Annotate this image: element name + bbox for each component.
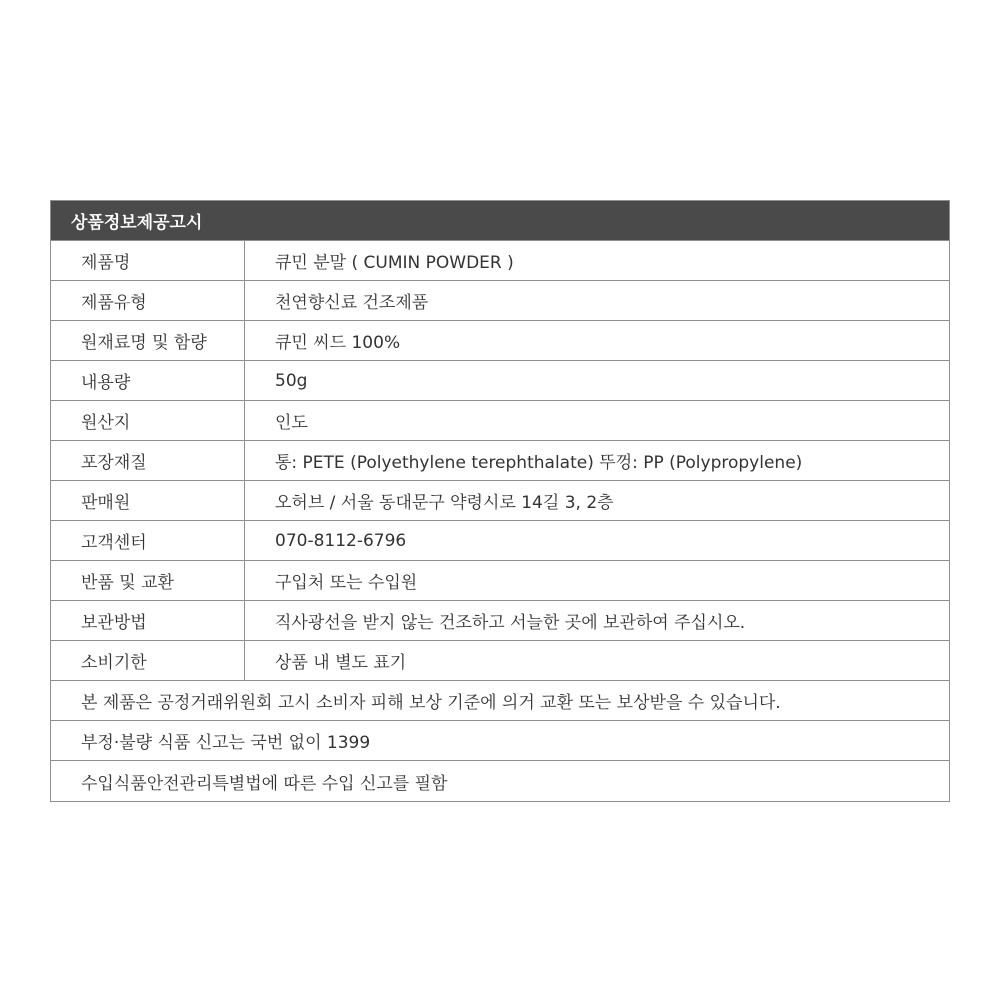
table-row <box>51 401 949 441</box>
row-value: 큐민 씨드 100% <box>275 333 401 353</box>
note-row <box>51 761 949 801</box>
note-text: 수입식품안전관리특별법에 따른 수입 신고를 필함 <box>81 773 448 794</box>
row-value: 인도 <box>275 413 308 433</box>
row-label: 반품 및 교환 <box>51 561 245 600</box>
table-row <box>51 601 949 641</box>
row-label: 소비기한 <box>51 641 245 680</box>
row-value: 상품 내 별도 표기 <box>275 653 407 673</box>
table-row <box>51 561 949 601</box>
table-row <box>51 361 949 401</box>
row-value: 오허브 / 서울 동대문구 약령시로 14길 3, 2층 <box>275 493 614 513</box>
table-row <box>51 241 949 281</box>
row-value: 천연향신료 건조제품 <box>275 293 429 313</box>
row-value: 통: PETE (Polyethylene terephthalate) 뚜껑: PP (Polypropylene) <box>275 453 803 473</box>
row-label: 내용량 <box>51 361 245 400</box>
row-label: 원산지 <box>51 401 245 440</box>
table-row <box>51 641 949 681</box>
table-row <box>51 281 949 321</box>
row-label: 보관방법 <box>51 601 245 640</box>
row-label: 제품명 <box>51 241 245 280</box>
table-row <box>51 321 949 361</box>
row-value: 070-8112-6796 <box>275 530 407 551</box>
row-label: 고객센터 <box>51 521 245 560</box>
row-label: 원재료명 및 함량 <box>51 321 245 360</box>
note-text: 본 제품은 공정거래위원회 고시 소비자 피해 보상 기준에 의거 교환 또는 보상받을 수 있습니다. <box>81 693 781 713</box>
row-value: 큐민 분말 ( CUMIN POWDER ) <box>275 253 514 273</box>
table-row <box>51 481 949 521</box>
table-title: 상품정보제공고시 <box>51 201 949 241</box>
row-value: 50g <box>275 370 308 391</box>
table-row <box>51 441 949 481</box>
table-row <box>51 521 949 561</box>
row-label: 제품유형 <box>51 281 245 320</box>
product-info-table <box>50 200 950 802</box>
row-label: 판매원 <box>51 481 245 520</box>
note-row <box>51 721 949 761</box>
row-value: 직사광선을 받지 않는 건조하고 서늘한 곳에 보관하여 주십시오. <box>275 613 746 633</box>
note-row <box>51 681 949 721</box>
row-label: 포장재질 <box>51 441 245 480</box>
note-text: 부정·불량 식품 신고는 국번 없이 1399 <box>81 733 371 753</box>
row-value: 구입처 또는 수입원 <box>275 573 418 593</box>
